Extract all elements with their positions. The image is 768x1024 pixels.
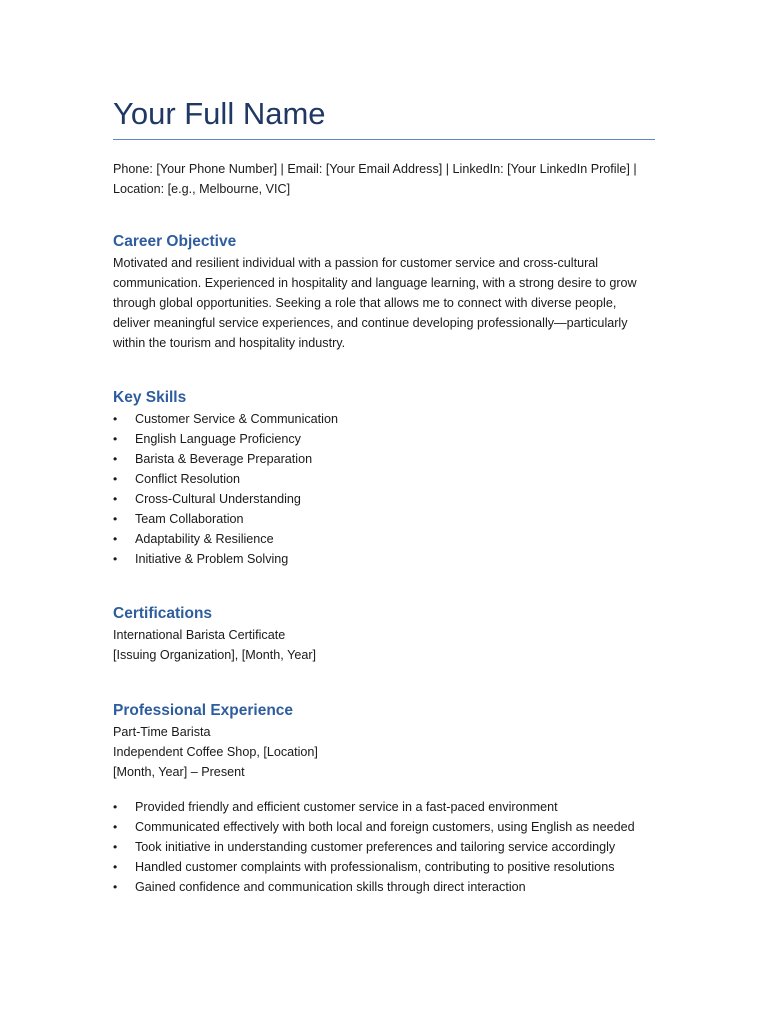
skill-item <box>113 449 655 469</box>
bullet-icon: • <box>113 840 118 854</box>
bullet-icon: • <box>113 552 118 566</box>
skill-item <box>113 489 655 509</box>
experience-item <box>113 817 655 837</box>
objective-line: Motivated and resilient individual with a passion for customer service and cross-cultural <box>113 256 599 270</box>
experience-text: Gained confidence and communication skills through direct interaction <box>135 880 526 894</box>
experience-item <box>113 797 655 817</box>
experience-item <box>113 877 655 897</box>
contact-info <box>113 159 655 199</box>
bullet-icon: • <box>113 532 118 546</box>
job-company: Independent Coffee Shop, [Location] <box>113 745 318 759</box>
full-name: Your Full Name <box>113 96 326 131</box>
skill-item <box>113 549 655 569</box>
bullet-icon: • <box>113 820 118 834</box>
skill-label: Team Collaboration <box>135 512 244 526</box>
bullet-icon: • <box>113 472 118 486</box>
skill-label: Cross-Cultural Understanding <box>135 492 301 506</box>
certifications-section <box>113 603 655 665</box>
bullet-icon: • <box>113 452 118 466</box>
objective-line: deliver meaningful service experiences, and continue developing professionally—particularly <box>113 316 628 330</box>
experience-section <box>113 700 655 782</box>
skill-item <box>113 429 655 449</box>
experience-bullets <box>113 797 655 897</box>
job-dates: [Month, Year] – Present <box>113 765 245 779</box>
header-divider <box>113 139 655 140</box>
objective-line: within the tourism and hospitality industry. <box>113 336 346 350</box>
skill-item <box>113 529 655 549</box>
contact-line: Phone: [Your Phone Number] | Email: [Your Email Address] | LinkedIn: [Your LinkedIn Profile] | <box>113 162 637 176</box>
experience-item <box>113 837 655 857</box>
bullet-icon: • <box>113 512 118 526</box>
skill-item <box>113 509 655 529</box>
skill-label: Conflict Resolution <box>135 472 240 486</box>
bullet-icon: • <box>113 432 118 446</box>
bullet-icon: • <box>113 492 118 506</box>
certification-issuer: [Issuing Organization], [Month, Year] <box>113 648 317 662</box>
skill-label: Customer Service & Communication <box>135 412 338 426</box>
bullet-icon: • <box>113 880 118 894</box>
certifications-heading: Certifications <box>113 605 213 622</box>
skill-label: English Language Proficiency <box>135 432 301 446</box>
experience-text: Took initiative in understanding customer preferences and tailoring service accordingly <box>135 840 616 854</box>
certification-title: International Barista Certificate <box>113 628 286 642</box>
bullet-icon: • <box>113 860 118 874</box>
bullet-icon: • <box>113 800 118 814</box>
skill-item <box>113 409 655 429</box>
experience-text: Provided friendly and efficient customer service in a fast-paced environment <box>135 800 558 814</box>
key-skills-heading: Key Skills <box>113 389 187 406</box>
skill-label: Initiative & Problem Solving <box>135 552 289 566</box>
key-skills-list <box>113 409 655 569</box>
location-line: Location: [e.g., Melbourne, VIC] <box>113 182 291 196</box>
skill-label: Adaptability & Resilience <box>135 532 274 546</box>
job-role: Part-Time Barista <box>113 725 211 739</box>
experience-text: Communicated effectively with both local and foreign customers, using English as needed <box>135 820 635 834</box>
skill-label: Barista & Beverage Preparation <box>135 452 313 466</box>
career-objective-section <box>113 231 655 353</box>
key-skills-section <box>113 387 655 569</box>
bullet-icon: • <box>113 412 118 426</box>
career-objective-text <box>113 253 655 353</box>
career-objective-heading: Career Objective <box>113 233 237 250</box>
objective-line: communication. Experienced in hospitality and language learning, with a strong desire to grow <box>113 276 637 290</box>
objective-line: through global opportunities. Seeking a role that allows me to connect with diverse people, <box>113 296 617 310</box>
experience-text: Handled customer complaints with professionalism, contributing to positive resolutions <box>135 860 615 874</box>
experience-heading: Professional Experience <box>113 702 294 719</box>
experience-item <box>113 857 655 877</box>
skill-item <box>113 469 655 489</box>
